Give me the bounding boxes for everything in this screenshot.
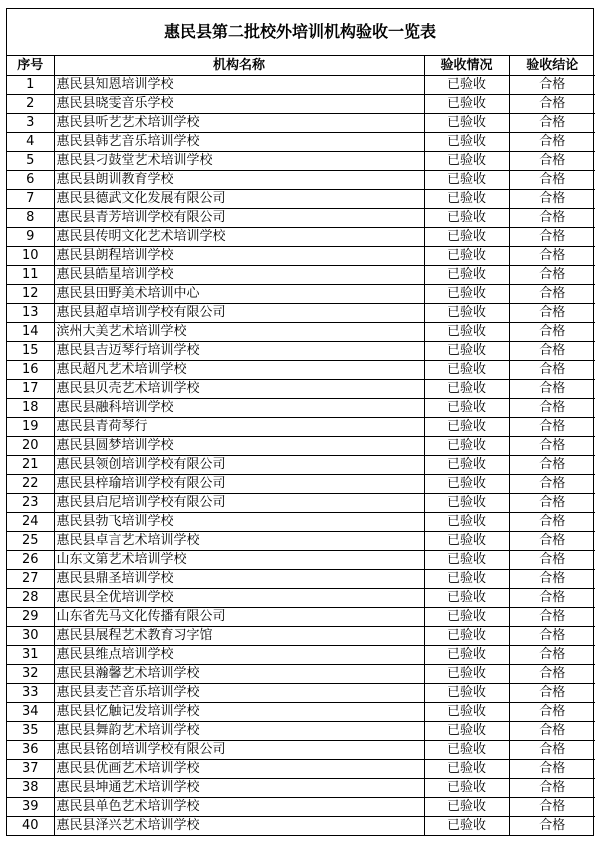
table-row bbox=[7, 798, 595, 817]
row-index-cell: 9 bbox=[7, 228, 54, 247]
row-name-cell: 惠民县全优培训学校 bbox=[54, 589, 424, 608]
table-row bbox=[7, 418, 595, 437]
row-result-cell: 合格 bbox=[509, 722, 595, 741]
table-row bbox=[7, 228, 595, 247]
row-name-cell: 惠民县青荷琴行 bbox=[54, 418, 424, 437]
row-name-cell: 惠民县维点培训学校 bbox=[54, 646, 424, 665]
row-index-cell: 23 bbox=[7, 494, 54, 513]
row-name-cell: 山东文第艺术培训学校 bbox=[54, 551, 424, 570]
row-result-cell: 合格 bbox=[509, 247, 595, 266]
row-index-cell: 38 bbox=[7, 779, 54, 798]
row-index-cell: 11 bbox=[7, 266, 54, 285]
row-result-cell: 合格 bbox=[509, 133, 595, 152]
row-status-cell: 已验收 bbox=[424, 380, 509, 399]
row-result-cell: 合格 bbox=[509, 494, 595, 513]
table-row bbox=[7, 95, 595, 114]
row-result-cell: 合格 bbox=[509, 114, 595, 133]
row-result-cell: 合格 bbox=[509, 342, 595, 361]
row-result-cell: 合格 bbox=[509, 779, 595, 798]
row-status-cell: 已验收 bbox=[424, 95, 509, 114]
row-index-cell: 24 bbox=[7, 513, 54, 532]
table-row bbox=[7, 247, 595, 266]
row-result-cell: 合格 bbox=[509, 665, 595, 684]
row-name-cell: 惠民县铭创培训学校有限公司 bbox=[54, 741, 424, 760]
row-status-cell: 已验收 bbox=[424, 114, 509, 133]
row-index-cell: 34 bbox=[7, 703, 54, 722]
table-row bbox=[7, 285, 595, 304]
table-row bbox=[7, 760, 595, 779]
row-index-cell: 15 bbox=[7, 342, 54, 361]
row-status-cell: 已验收 bbox=[424, 228, 509, 247]
row-name-cell: 惠民县梓瑜培训学校有限公司 bbox=[54, 475, 424, 494]
table-row bbox=[7, 190, 595, 209]
row-status-cell: 已验收 bbox=[424, 665, 509, 684]
row-result-cell: 合格 bbox=[509, 304, 595, 323]
row-index-cell: 16 bbox=[7, 361, 54, 380]
row-result-cell: 合格 bbox=[509, 646, 595, 665]
row-name-cell: 惠民县贝壳艺术培训学校 bbox=[54, 380, 424, 399]
row-status-cell: 已验收 bbox=[424, 399, 509, 418]
row-status-cell: 已验收 bbox=[424, 760, 509, 779]
row-index-cell: 35 bbox=[7, 722, 54, 741]
row-name-cell: 惠民县融科培训学校 bbox=[54, 399, 424, 418]
table-body bbox=[7, 76, 595, 836]
row-result-cell: 合格 bbox=[509, 475, 595, 494]
row-result-cell: 合格 bbox=[509, 570, 595, 589]
table-row bbox=[7, 779, 595, 798]
table-header-row bbox=[7, 56, 595, 76]
table-row bbox=[7, 551, 595, 570]
row-status-cell: 已验收 bbox=[424, 361, 509, 380]
row-name-cell: 惠民县朗程培训学校 bbox=[54, 247, 424, 266]
row-index-cell: 17 bbox=[7, 380, 54, 399]
row-index-cell: 21 bbox=[7, 456, 54, 475]
row-name-cell: 惠民县青芳培训学校有限公司 bbox=[54, 209, 424, 228]
row-status-cell: 已验收 bbox=[424, 190, 509, 209]
row-result-cell: 合格 bbox=[509, 323, 595, 342]
table-row bbox=[7, 684, 595, 703]
row-index-cell: 20 bbox=[7, 437, 54, 456]
row-name-cell: 惠民县超卓培训学校有限公司 bbox=[54, 304, 424, 323]
row-result-cell: 合格 bbox=[509, 380, 595, 399]
row-index-cell: 28 bbox=[7, 589, 54, 608]
row-name-cell: 惠民县德武文化发展有限公司 bbox=[54, 190, 424, 209]
row-index-cell: 40 bbox=[7, 817, 54, 836]
row-status-cell: 已验收 bbox=[424, 342, 509, 361]
row-result-cell: 合格 bbox=[509, 95, 595, 114]
row-result-cell: 合格 bbox=[509, 76, 595, 95]
row-result-cell: 合格 bbox=[509, 627, 595, 646]
row-status-cell: 已验收 bbox=[424, 684, 509, 703]
table-row bbox=[7, 646, 595, 665]
row-status-cell: 已验收 bbox=[424, 722, 509, 741]
table-row bbox=[7, 475, 595, 494]
row-status-cell: 已验收 bbox=[424, 475, 509, 494]
row-result-cell: 合格 bbox=[509, 608, 595, 627]
row-name-cell: 惠民县启尼培训学校有限公司 bbox=[54, 494, 424, 513]
row-index-cell: 19 bbox=[7, 418, 54, 437]
row-name-cell: 惠民县领创培训学校有限公司 bbox=[54, 456, 424, 475]
header-name: 机构名称 bbox=[54, 56, 424, 76]
row-name-cell: 惠民县皓星培训学校 bbox=[54, 266, 424, 285]
row-index-cell: 25 bbox=[7, 532, 54, 551]
table-row bbox=[7, 437, 595, 456]
row-name-cell: 惠民县朗训教育学校 bbox=[54, 171, 424, 190]
table-row bbox=[7, 494, 595, 513]
row-result-cell: 合格 bbox=[539, 818, 566, 833]
table-row bbox=[7, 380, 595, 399]
header-status: 验收情况 bbox=[424, 56, 509, 76]
row-name-cell: 惠民县晓雯音乐学校 bbox=[54, 95, 424, 114]
row-status-cell: 已验收 bbox=[424, 608, 509, 627]
row-status-cell: 已验收 bbox=[424, 247, 509, 266]
row-status-cell: 已验收 bbox=[424, 76, 509, 95]
table-row bbox=[7, 456, 595, 475]
row-result-cell: 合格 bbox=[509, 551, 595, 570]
table-row bbox=[7, 399, 595, 418]
header-index: 序号 bbox=[7, 56, 54, 76]
row-index-cell: 3 bbox=[7, 114, 54, 133]
row-status-cell: 已验收 bbox=[424, 798, 509, 817]
row-result-cell: 合格 bbox=[509, 266, 595, 285]
row-status-cell: 已验收 bbox=[424, 133, 509, 152]
row-name-cell: 惠民县听艺艺术培训学校 bbox=[54, 114, 424, 133]
row-status-cell: 已验收 bbox=[424, 551, 509, 570]
table-row bbox=[7, 209, 595, 228]
row-name-cell: 惠民县知恩培训学校 bbox=[54, 76, 424, 95]
row-status-cell: 已验收 bbox=[424, 437, 509, 456]
table-row bbox=[7, 114, 595, 133]
row-name-cell: 惠民县吉迈琴行培训学校 bbox=[54, 342, 424, 361]
row-index-cell: 12 bbox=[7, 285, 54, 304]
row-status-cell: 已验收 bbox=[424, 570, 509, 589]
row-result-cell: 合格 bbox=[509, 456, 595, 475]
row-index-cell: 27 bbox=[7, 570, 54, 589]
table-row bbox=[7, 323, 595, 342]
row-name-cell: 惠民县圆梦培训学校 bbox=[54, 437, 424, 456]
row-index-cell: 8 bbox=[7, 209, 54, 228]
row-result-cell: 合格 bbox=[509, 513, 595, 532]
row-status-cell: 已验收 bbox=[424, 456, 509, 475]
row-result-cell: 合格 bbox=[509, 703, 595, 722]
row-result-cell: 合格 bbox=[509, 437, 595, 456]
row-name-cell: 惠民县忆触记发培训学校 bbox=[54, 703, 424, 722]
table-row bbox=[7, 361, 595, 380]
table-row bbox=[7, 608, 595, 627]
row-status-cell: 已验收 bbox=[424, 209, 509, 228]
row-index-cell: 5 bbox=[7, 152, 54, 171]
row-status-cell: 已验收 bbox=[424, 703, 509, 722]
row-result-cell: 合格 bbox=[509, 152, 595, 171]
row-status-cell: 已验收 bbox=[424, 323, 509, 342]
table-row bbox=[7, 589, 595, 608]
acceptance-table bbox=[7, 56, 595, 835]
row-index-cell: 37 bbox=[7, 760, 54, 779]
row-index-cell: 26 bbox=[7, 551, 54, 570]
row-result-cell: 合格 bbox=[509, 684, 595, 703]
row-name-cell: 惠民县优画艺术培训学校 bbox=[54, 760, 424, 779]
page-title: 惠民县第二批校外培训机构验收一览表 bbox=[7, 9, 593, 56]
row-status-cell: 已验收 bbox=[424, 741, 509, 760]
row-index-cell: 31 bbox=[7, 646, 54, 665]
row-result-cell: 合格 bbox=[509, 798, 595, 817]
row-index-cell: 13 bbox=[7, 304, 54, 323]
row-result-cell: 合格 bbox=[509, 190, 595, 209]
row-index-cell: 32 bbox=[7, 665, 54, 684]
row-name-cell: 惠民县泽兴艺术培训学校 bbox=[54, 817, 424, 836]
table-row bbox=[7, 741, 595, 760]
row-result-cell: 合格 bbox=[509, 760, 595, 779]
row-result-cell: 合格 bbox=[509, 589, 595, 608]
table-row bbox=[7, 627, 595, 646]
table-row bbox=[7, 665, 595, 684]
row-result-cell: 合格 bbox=[509, 171, 595, 190]
row-name-cell: 惠民县刁鼓堂艺术培训学校 bbox=[54, 152, 424, 171]
row-index-cell: 36 bbox=[7, 741, 54, 760]
table-row bbox=[7, 304, 595, 323]
row-name-cell: 山东省先马文化传播有限公司 bbox=[54, 608, 424, 627]
row-status-cell: 已验收 bbox=[424, 627, 509, 646]
row-result-cell: 合格 bbox=[509, 285, 595, 304]
row-index-cell: 18 bbox=[7, 399, 54, 418]
row-status-cell: 已验收 bbox=[424, 418, 509, 437]
row-status-cell: 已验收 bbox=[424, 152, 509, 171]
row-status-cell: 已验收 bbox=[424, 646, 509, 665]
row-name-cell: 惠民县坤通艺术培训学校 bbox=[54, 779, 424, 798]
row-index-cell: 29 bbox=[7, 608, 54, 627]
table-row bbox=[7, 532, 595, 551]
row-result-cell: 合格 bbox=[509, 361, 595, 380]
row-index-cell: 2 bbox=[7, 95, 54, 114]
row-name-cell: 惠民县田野美术培训中心 bbox=[54, 285, 424, 304]
row-name-cell: 惠民县展程艺术教育习字馆 bbox=[54, 627, 424, 646]
row-index-cell: 4 bbox=[7, 133, 54, 152]
table-row bbox=[7, 817, 595, 836]
row-index-cell: 7 bbox=[7, 190, 54, 209]
row-name-cell: 惠民县勃飞培训学校 bbox=[54, 513, 424, 532]
row-status-cell: 已验收 bbox=[424, 513, 509, 532]
row-result-cell: 合格 bbox=[509, 418, 595, 437]
row-result-cell: 合格 bbox=[509, 228, 595, 247]
row-name-cell: 惠民县卓言艺术培训学校 bbox=[54, 532, 424, 551]
row-status-cell: 已验收 bbox=[424, 589, 509, 608]
row-name-cell: 惠民县单色艺术培训学校 bbox=[54, 798, 424, 817]
table-row bbox=[7, 703, 595, 722]
table-row bbox=[7, 266, 595, 285]
row-index-cell: 14 bbox=[7, 323, 54, 342]
row-name-cell: 惠民县麦芒音乐培训学校 bbox=[54, 684, 424, 703]
row-index-cell: 6 bbox=[7, 171, 54, 190]
table-row bbox=[7, 722, 595, 741]
row-name-cell: 滨州大美艺术培训学校 bbox=[54, 323, 424, 342]
table-row bbox=[7, 152, 595, 171]
row-status-cell: 已验收 bbox=[424, 817, 509, 836]
row-name-cell: 惠民县韩艺音乐培训学校 bbox=[54, 133, 424, 152]
row-status-cell: 已验收 bbox=[424, 532, 509, 551]
row-result-cell: 合格 bbox=[509, 209, 595, 228]
row-name-cell: 惠民超凡艺术培训学校 bbox=[54, 361, 424, 380]
row-status-cell: 已验收 bbox=[424, 266, 509, 285]
row-index-cell: 22 bbox=[7, 475, 54, 494]
row-status-cell: 已验收 bbox=[424, 494, 509, 513]
table-row bbox=[7, 171, 595, 190]
row-name-cell: 惠民县传明文化艺术培训学校 bbox=[54, 228, 424, 247]
row-name-cell: 惠民县舞韵艺术培训学校 bbox=[54, 722, 424, 741]
header-result: 验收结论 bbox=[509, 56, 595, 76]
row-name-cell: 惠民县瀚馨艺术培训学校 bbox=[54, 665, 424, 684]
row-status-cell: 已验收 bbox=[424, 304, 509, 323]
table-row bbox=[7, 570, 595, 589]
row-index-cell: 10 bbox=[7, 247, 54, 266]
acceptance-list-sheet bbox=[6, 8, 594, 836]
row-index-cell: 30 bbox=[7, 627, 54, 646]
table-row bbox=[7, 513, 595, 532]
table-row bbox=[7, 133, 595, 152]
row-result-cell: 合格 bbox=[509, 741, 595, 760]
row-index-cell: 33 bbox=[7, 684, 54, 703]
row-result-cell: 合格 bbox=[509, 532, 595, 551]
row-result-cell: 合格 bbox=[509, 399, 595, 418]
row-status-cell: 已验收 bbox=[424, 779, 509, 798]
row-status-cell: 已验收 bbox=[424, 171, 509, 190]
row-name-cell: 惠民县鼎圣培训学校 bbox=[54, 570, 424, 589]
row-index-cell: 1 bbox=[7, 76, 54, 95]
table-row bbox=[7, 342, 595, 361]
table-row bbox=[7, 76, 595, 95]
row-status-cell: 已验收 bbox=[424, 285, 509, 304]
row-index-cell: 39 bbox=[7, 798, 54, 817]
